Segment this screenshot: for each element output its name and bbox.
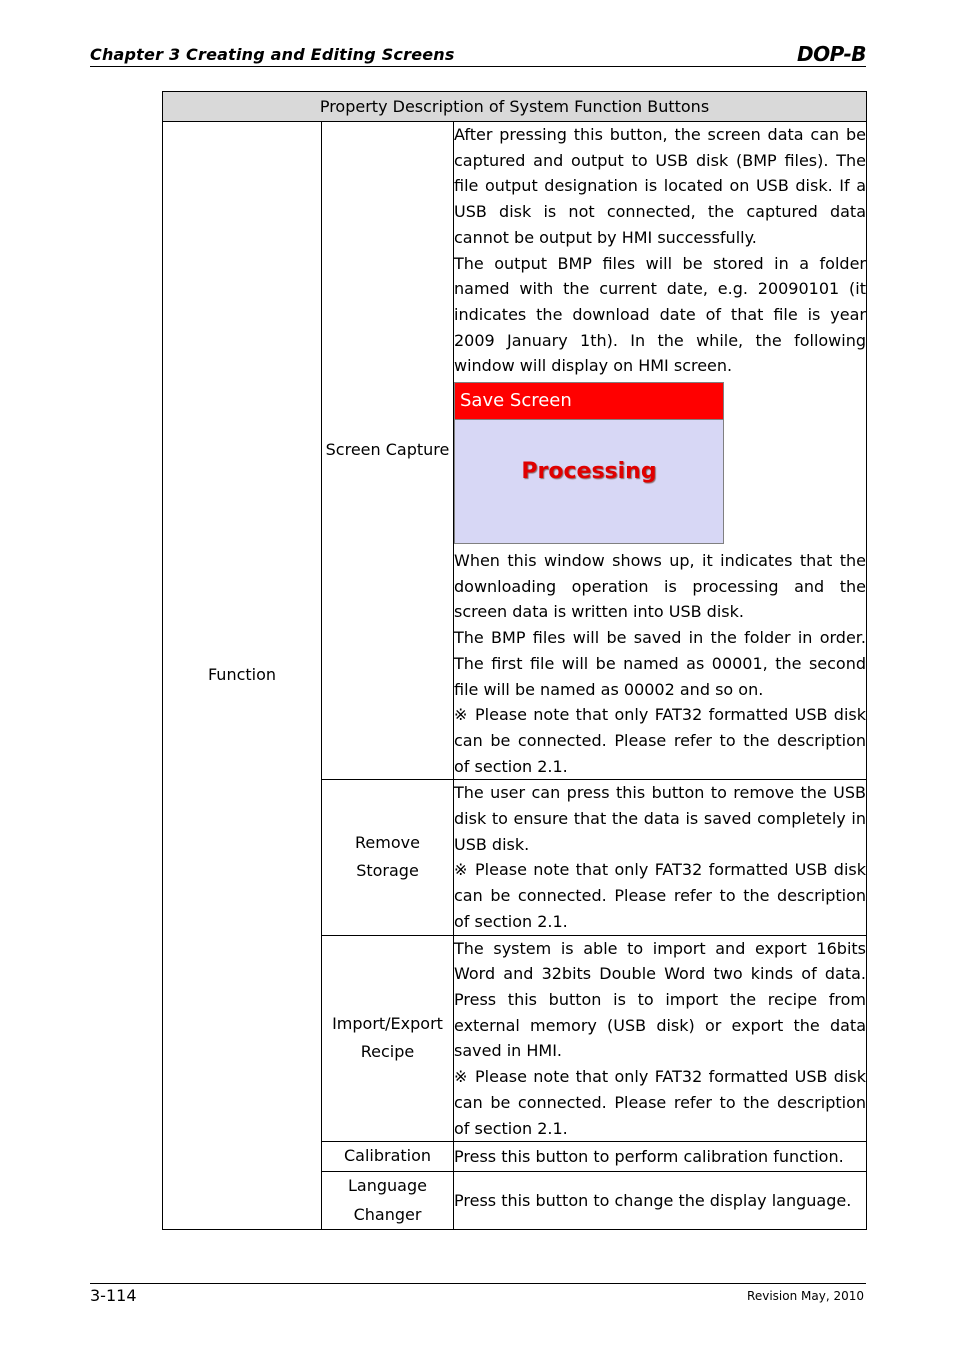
description-cell: [454, 1142, 867, 1172]
description-paragraph: The BMP files will be saved in the folder in order. The first file will be named as 00001, the second file will be named as 00002 and so on.: [454, 628, 866, 699]
description-paragraph: ※ Please note that only FAT32 formatted USB disk can be connected. Please refer to the description of section 2.1.: [454, 705, 866, 776]
footer-divider: [90, 1283, 866, 1284]
description-paragraph: The output BMP files will be stored in a folder named with the current date, e.g. 20090101 (it indicates the download date of that file is year 2009 January 1th). In the while, the following window will display on HMI screen.: [454, 253, 866, 376]
name-line: Language: [348, 1176, 427, 1196]
name-line: Changer: [353, 1204, 422, 1224]
dop-b-logo: DOP-B: [797, 42, 866, 66]
name-line: Recipe: [360, 1042, 415, 1062]
description-paragraph: ※ Please note that only FAT32 formatted USB disk can be connected. Please refer to the description of section 2.1.: [454, 860, 866, 931]
revision-date: Revision May, 2010: [747, 1289, 864, 1303]
name-line: Storage: [356, 861, 419, 881]
save-screen-window: [454, 382, 724, 544]
description-paragraph: The user can press this button to remove the USB disk to ensure that the data is saved completely in USB disk.: [454, 783, 866, 854]
description-cell: [454, 1172, 867, 1230]
description-paragraph: After pressing this button, the screen data can be captured and output to USB disk (BMP files). The file output designation is located on USB disk. If a USB disk is not connected, the captured data cannot be output by HMI successfully.: [454, 125, 866, 247]
description-paragraph: The system is able to import and export 16bits Word and 32bits Double Word two kinds of data. Press this button is to import the recipe from external memory (USB disk) or export the data saved in HMI.: [454, 938, 866, 1061]
function-name-cell: [322, 780, 454, 935]
description-paragraph: Press this button to perform calibration function.: [454, 1146, 844, 1166]
table-row: [163, 122, 867, 780]
property-table: [162, 91, 867, 1230]
description-paragraph: When this window shows up, it indicates that the downloading operation is processing and the screen data is written into USB disk.: [454, 551, 866, 622]
function-name-cell: Calibration: [322, 1142, 454, 1172]
page-header: [90, 44, 866, 67]
function-name-cell: [322, 935, 454, 1142]
description-cell: [454, 935, 867, 1142]
chapter-title: Chapter 3 Creating and Editing Screens: [90, 45, 455, 64]
description-paragraph: ※ Please note that only FAT32 formatted USB disk can be connected. Please refer to the description of section 2.1.: [454, 1067, 866, 1138]
description-cell: [454, 122, 867, 780]
page-number: 3-114: [90, 1286, 137, 1305]
name-line: Remove: [355, 832, 420, 852]
description-cell: [454, 780, 867, 935]
function-name-cell: [322, 1172, 454, 1230]
name-line: Import/Export: [332, 1013, 443, 1033]
table-title: Property Description of System Function Buttons: [163, 92, 867, 122]
function-name-cell: Screen Capture: [322, 122, 454, 780]
category-cell: Function: [163, 122, 322, 1230]
description-paragraph: Press this button to change the display language.: [454, 1190, 852, 1210]
window-title: Save Screen: [455, 383, 723, 420]
processing-message: Processing: [521, 459, 657, 485]
